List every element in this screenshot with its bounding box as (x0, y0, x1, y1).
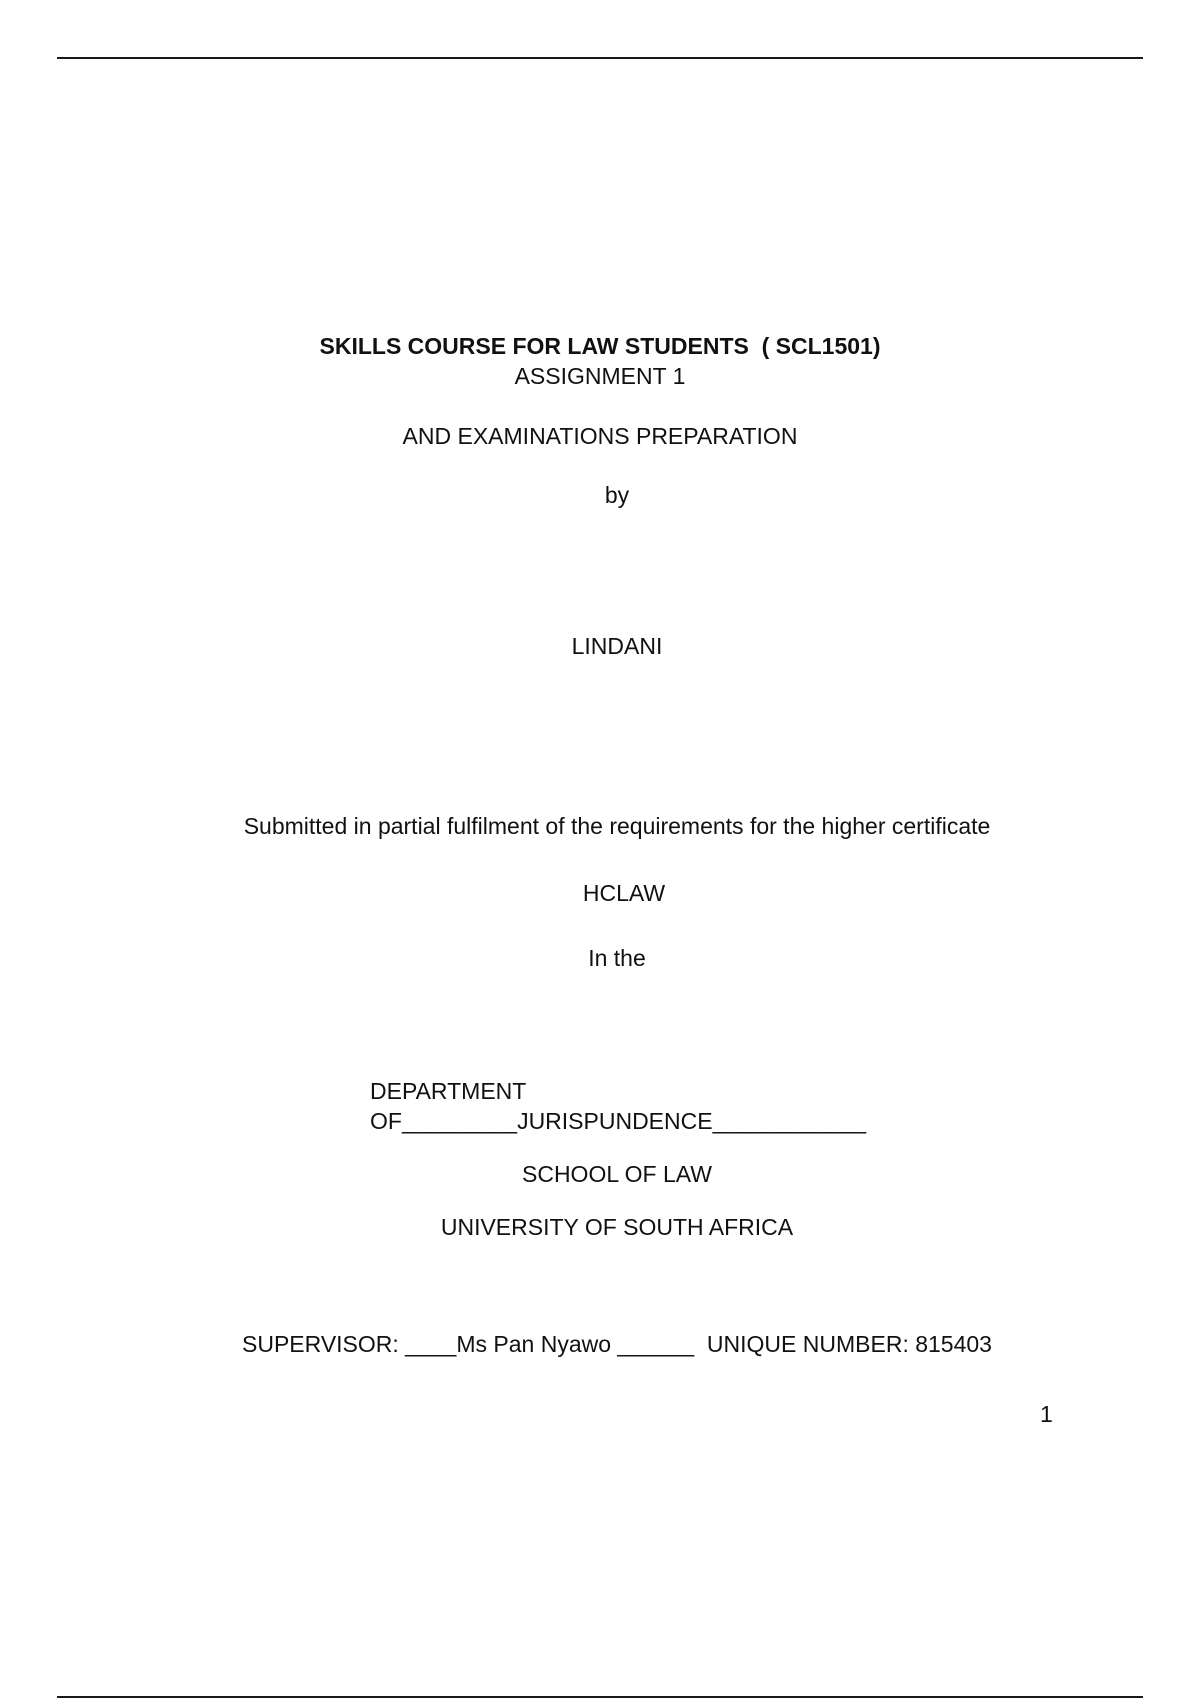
assignment-label: ASSIGNMENT 1 (514, 363, 686, 389)
certificate-name: HCLAW (582, 880, 666, 906)
school-name: SCHOOL OF LAW (522, 1161, 712, 1187)
in-the-label: In the (588, 945, 646, 971)
bottom-rule (57, 1696, 1143, 1698)
department-line-2: OF_________JURISPUNDENCE____________ (370, 1108, 867, 1134)
by-label: by (604, 482, 630, 508)
supervisor-line: SUPERVISOR: ____Ms Pan Nyawo ______ UNIQUE NUMBER: 815403 (242, 1331, 992, 1357)
university-name: UNIVERSITY OF SOUTH AFRICA (440, 1214, 794, 1240)
department-line-1: DEPARTMENT (370, 1078, 527, 1104)
author-name: LINDANI (571, 633, 663, 659)
course-title: SKILLS COURSE FOR LAW STUDENTS ( SCL1501) (319, 333, 881, 359)
submission-statement: Submitted in partial fulfilment of the requirements for the higher certificate (243, 813, 991, 839)
top-rule (57, 57, 1143, 59)
subtitle: AND EXAMINATIONS PREPARATION (402, 423, 798, 449)
page-number: 1 (1040, 1401, 1053, 1427)
